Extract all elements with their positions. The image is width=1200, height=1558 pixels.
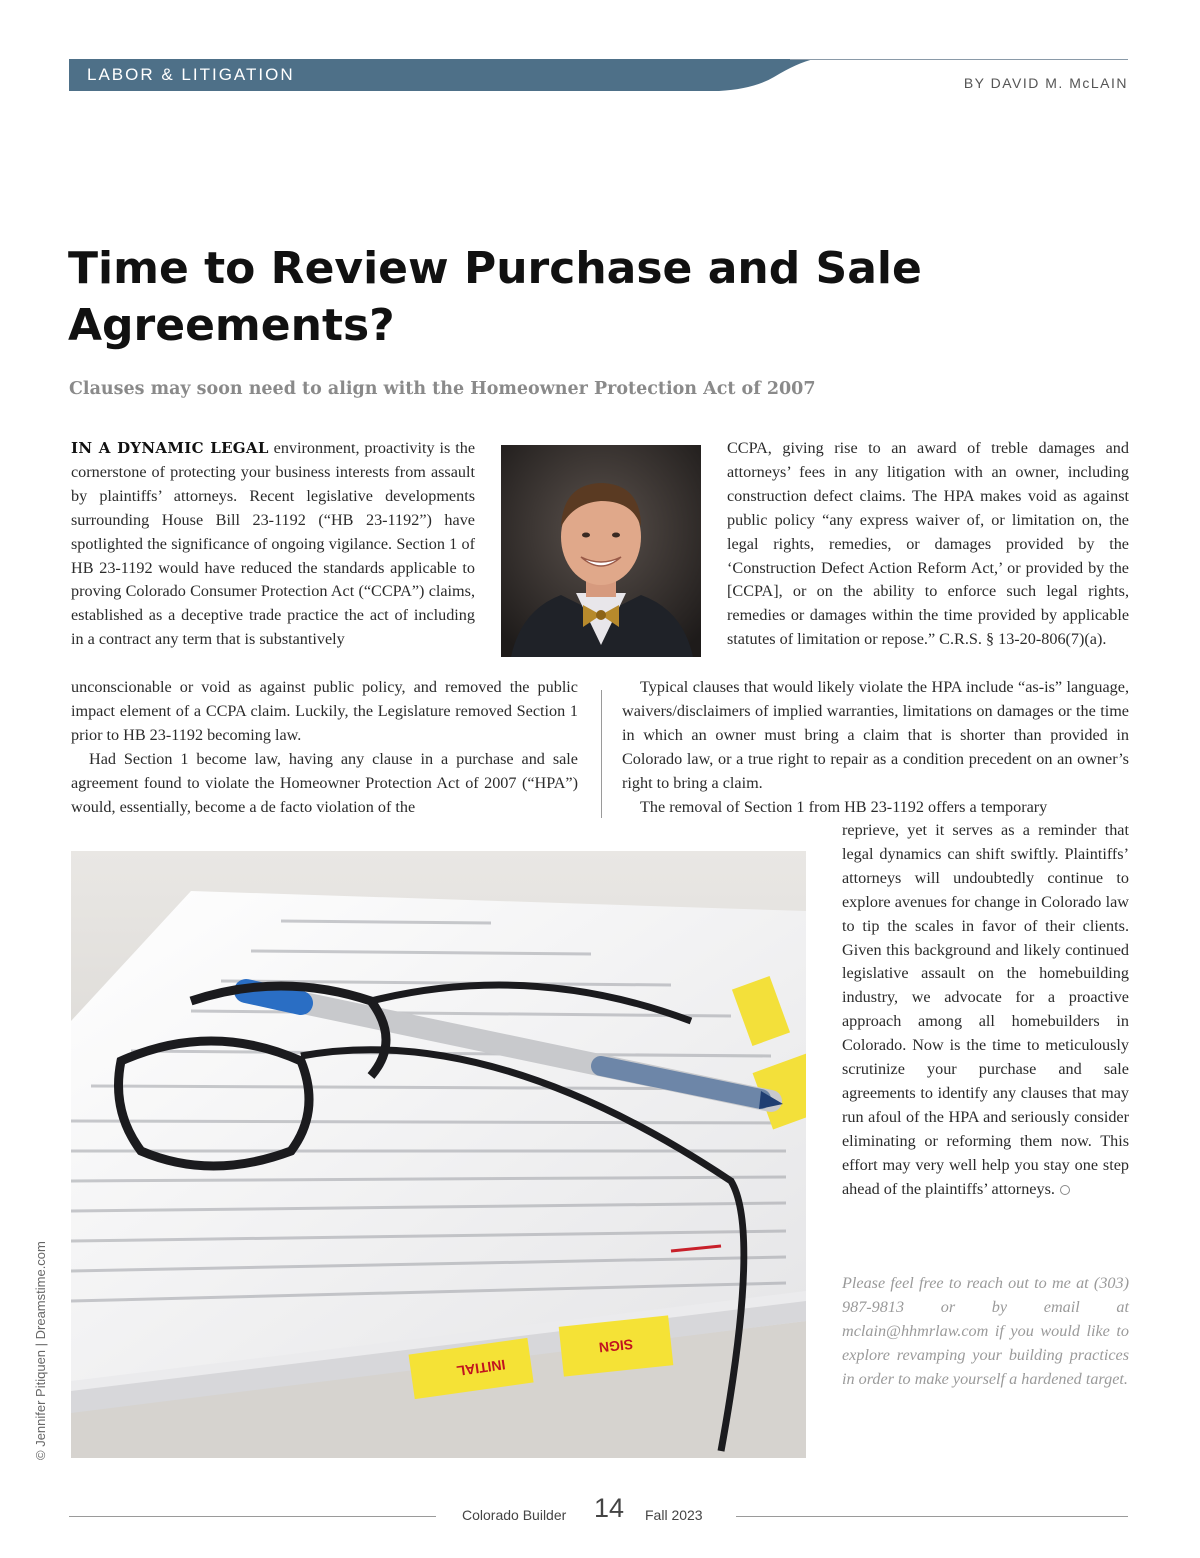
column-1-para-2: Had Section 1 become law, having any clause in a purchase and sale agreement found to violate the Homeowner Protection Act of 2007 (“HPA”) would, essentially, become a de facto violation of the [71, 749, 578, 816]
footer-rule-left [69, 1516, 436, 1517]
end-mark-icon [1060, 1185, 1070, 1195]
column-2-bottom-text [842, 819, 1129, 1202]
author-contact-note: Please feel free to reach out to me at (303) 987-9813 or by email at mclain@hhmrlaw.com if you would like to explore revamping your building practices in order to make yourself a hardened target. [842, 1274, 1129, 1388]
header-rule [790, 59, 1128, 60]
column-2-para-3-start: The removal of Section 1 from HB 23-1192 offers a temporary [640, 797, 1048, 816]
column-1-para-1-end: unconscionable or void as against public policy, and removed the public impact element of a CCPA claim. Luckily, the Legislature removed Section 1 prior to HB 23-1192 becoming law. [71, 678, 578, 744]
lead-in: IN A DYNAMIC LEGAL [71, 439, 269, 457]
footer-rule-right [736, 1516, 1128, 1517]
page-number: 14 [594, 1493, 625, 1523]
author-photo [501, 445, 701, 657]
column-2-para-2: Typical clauses that would likely violate the HPA include “as-is” language, waivers/disclaimers of implied warranties, limitations on damages or the time in which an owner must bring a claim that is shorter than provided in Colorado law, or a true right to repair as a condition precedent on an owner’s right to bring a claim. [622, 678, 1129, 792]
column-2-para-1: CCPA, giving rise to an award of treble damages and attorneys’ fees in any litigation with an owner, including construction defect claims. The HPA makes void as against public policy “any express waiver of, or limitation on, the legal rights, remedies, or damages provided by the ‘Construction Defect Action Reform Act,’ or provided by the [CCPA], or on the ability to enforce such legal rights, remedies or damages within the time provided by applicable statutes of limitation or repose.” C.R.S. § 13-20-806(7)(a). [727, 439, 1129, 649]
article-title: Time to Review Purchase and Sale Agreements? [68, 243, 922, 351]
column-2-para-3-rest: reprieve, yet it serves as a reminder that legal dynamics can shift swiftly. Plaintiffs’ attorneys will undoubtedly continue to explore avenues for change in Colorado law to tip the scales in favor of their clients. Given this background and likely continued legislative assault on the homebuilding industry, we advocate for a proactive approach among all homebuilders in Colorado. Now is the time to meticulously scrutinize your purchase and sale agreements to identify any clauses that may run afoul of the HPA and seriously consider eliminating or reforming them now. This effort may very well help you stay one step ahead of the plaintiffs’ attorneys. [842, 821, 1129, 1198]
section-header-band [69, 59, 829, 91]
column-1-wrap-text [71, 437, 475, 652]
column-2-mid-text [622, 676, 1129, 819]
photo-credit: © Jennifer Pitiquen | Dreamstime.com [33, 1241, 48, 1460]
article-subtitle: Clauses may soon need to align with the Homeowner Protection Act of 2007 [69, 379, 816, 399]
column-1-text [71, 676, 578, 819]
column-2-top-text [727, 437, 1129, 652]
section-label: LABOR & LITIGATION [87, 65, 295, 84]
column-divider [601, 690, 602, 818]
column-1-intro: environment, proactivity is the cornerstone of protecting your business interests from assault by plaintiffs’ attorneys. Recent legislative developments surrounding House Bill 23-1192 (“HB 23-1192”) have spotlighted the significance of ongoing vigilance. Section 1 of HB 23-1192 would have reduced the standards applicable to proving Colorado Consumer Protection Act (“CCPA”) claims, established as a deceptive trade practice the act of including in a contract any term that is substantively [71, 439, 476, 649]
byline: BY DAVID M. McLAIN [963, 75, 1128, 91]
sticky-label-sign: SIGN [598, 1336, 634, 1356]
article-photo [71, 851, 806, 1458]
footer-publication: Colorado Builder [462, 1507, 567, 1523]
document-glasses-photo [71, 851, 806, 1458]
footer-issue: Fall 2023 [645, 1507, 703, 1523]
author-portrait [501, 445, 701, 657]
sticky-label-initial: INITIAL [455, 1356, 507, 1380]
